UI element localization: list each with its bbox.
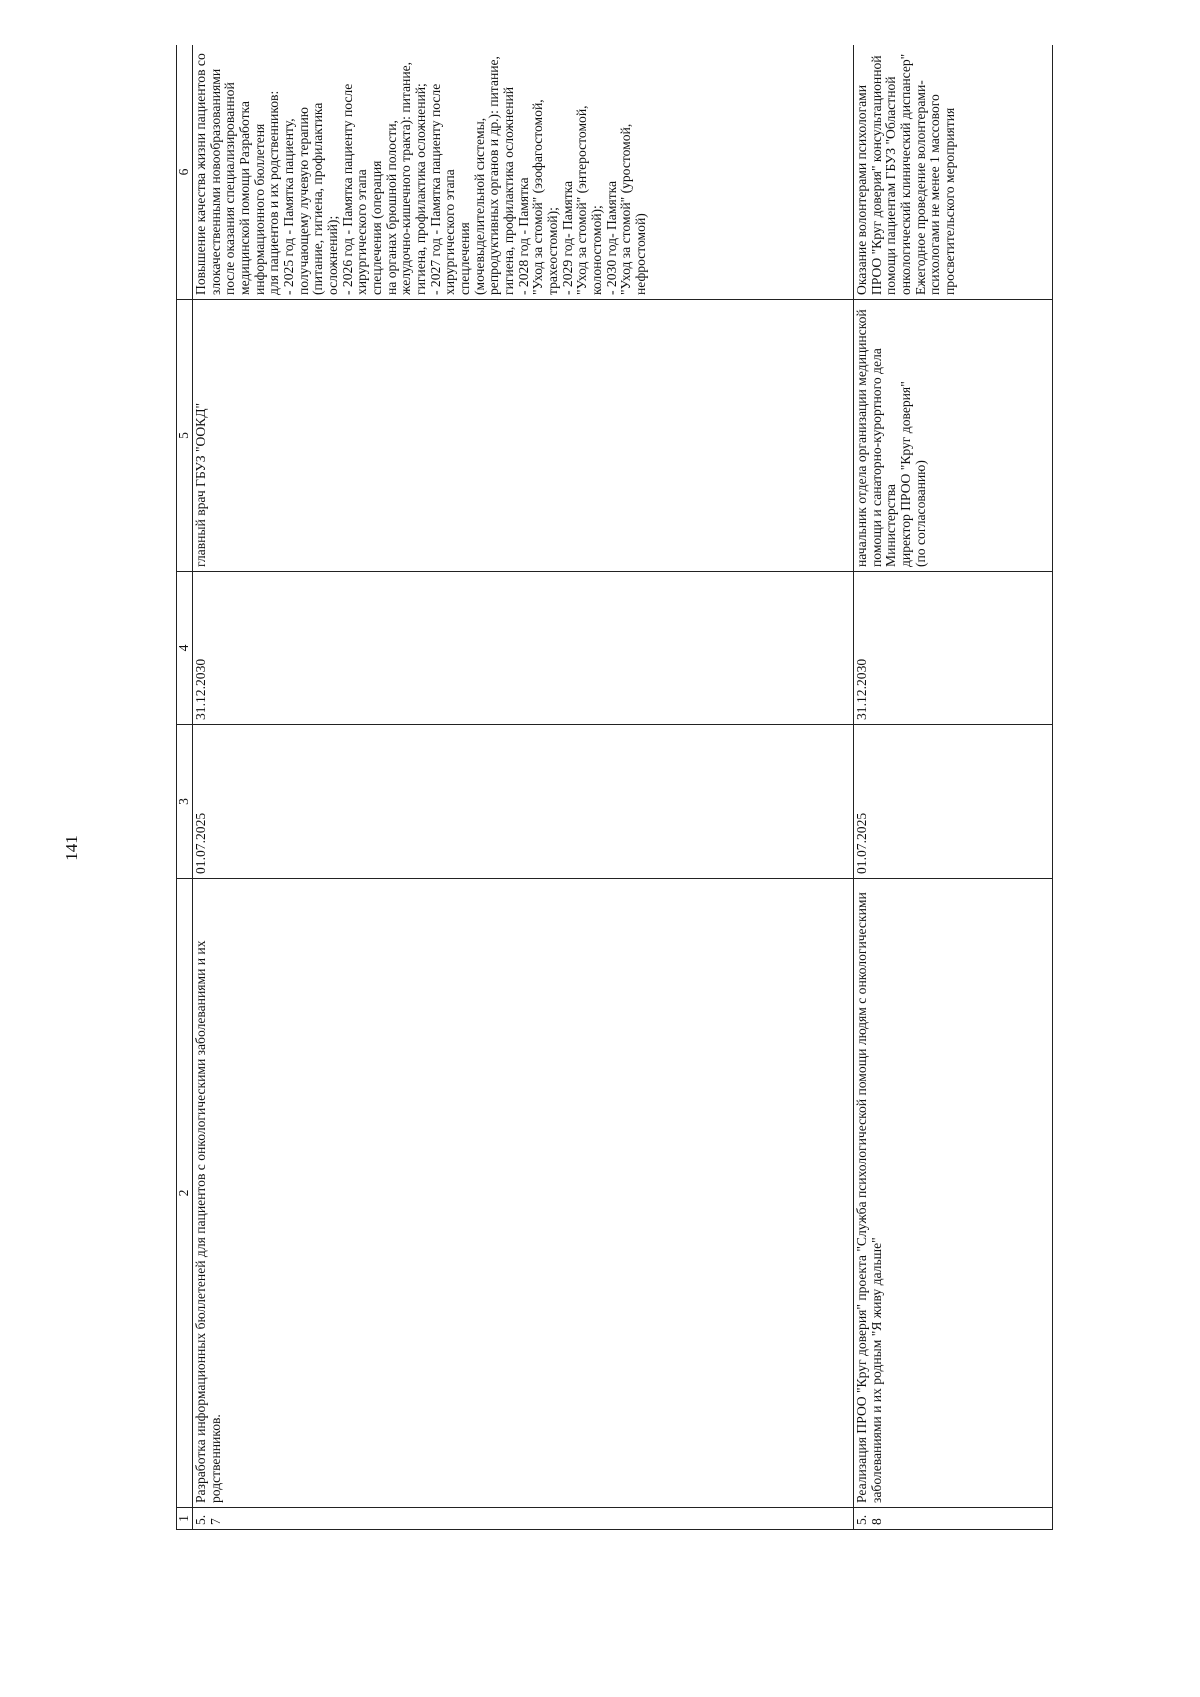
end-date-cell: 31.12.2030 (193, 572, 854, 725)
header-cell: 4 (177, 572, 193, 725)
action-plan-table (176, 45, 1053, 1530)
end-date-cell: 31.12.2030 (854, 572, 1053, 725)
page-number: 141 (62, 835, 81, 861)
table-row (193, 45, 854, 1530)
event-cell: Реализация ПРОО "Круг доверия" проекта "Служба психологической помощи людям с онкологическими заболеваниями и их родным "Я живу дальше" (854, 879, 1053, 1508)
header-cell: 5 (177, 300, 193, 572)
header-cell: 6 (177, 45, 193, 300)
table-row (854, 45, 1053, 1530)
result-cell: Повышение качества жизни пациентов со злокачественными новообразованиями после оказания специализированной медицинской помощи Разработка информационного бюллетеня для пациентов и их родственников: - 2025 год - Памятка пациенту, получающему лучевую терапию (питание, гигиена, профилактика осложнений); - 2026 год - Памятка пациенту после хирургического этапа спецлечения (операция на органах брюшной полости, желудочно-кишечного тракта): питание, гигиена, профилактика осложнений; - 2027 год - Памятка пациенту после хирургического этапа спецлечения (мочевыделительной системы, репродуктивных органов и др.): питание, гигиена, профилактика осложнений - 2028 год - Памятка "Уход за стомой" (эзофагостомой, трахеостомой); - 2029 год- Памятка "Уход за стомой" (энтеростомой, колоностомой); - 2030 год- Памятка "Уход за стомой" (уростомой, нефростомой) (193, 45, 854, 300)
header-row (177, 45, 193, 1530)
row-number: 5.7 (193, 1508, 854, 1530)
rotated-page-container (176, 45, 1068, 1530)
result-cell: Оказание волонтерами психологами ПРОО "Круг доверия" консультационной помощи пациентам ГБУЗ "Областной онкологический клинический диспансер" Ежегодное проведение волонтерами-психологами не менее 1 массового просветительского мероприятия (854, 45, 1053, 300)
start-date-cell: 01.07.2025 (854, 725, 1053, 879)
row-number: 5.8 (854, 1508, 1053, 1530)
start-date-cell: 01.07.2025 (193, 725, 854, 879)
header-cell: 2 (177, 879, 193, 1508)
event-cell: Разработка информационных бюллетеней для пациентов с онкологическими заболеваниями и их родственников. (193, 879, 854, 1508)
header-cell: 1 (177, 1508, 193, 1530)
landscape-table-area (176, 45, 1068, 1530)
responsible-cell: начальник отдела организации медицинской помощи и санаторно-курортного дела Министерства директор ПРОО "Круг доверия" (по согласованию) (854, 300, 1053, 572)
responsible-cell: главный врач ГБУЗ "ООКД" (193, 300, 854, 572)
header-cell: 3 (177, 725, 193, 879)
